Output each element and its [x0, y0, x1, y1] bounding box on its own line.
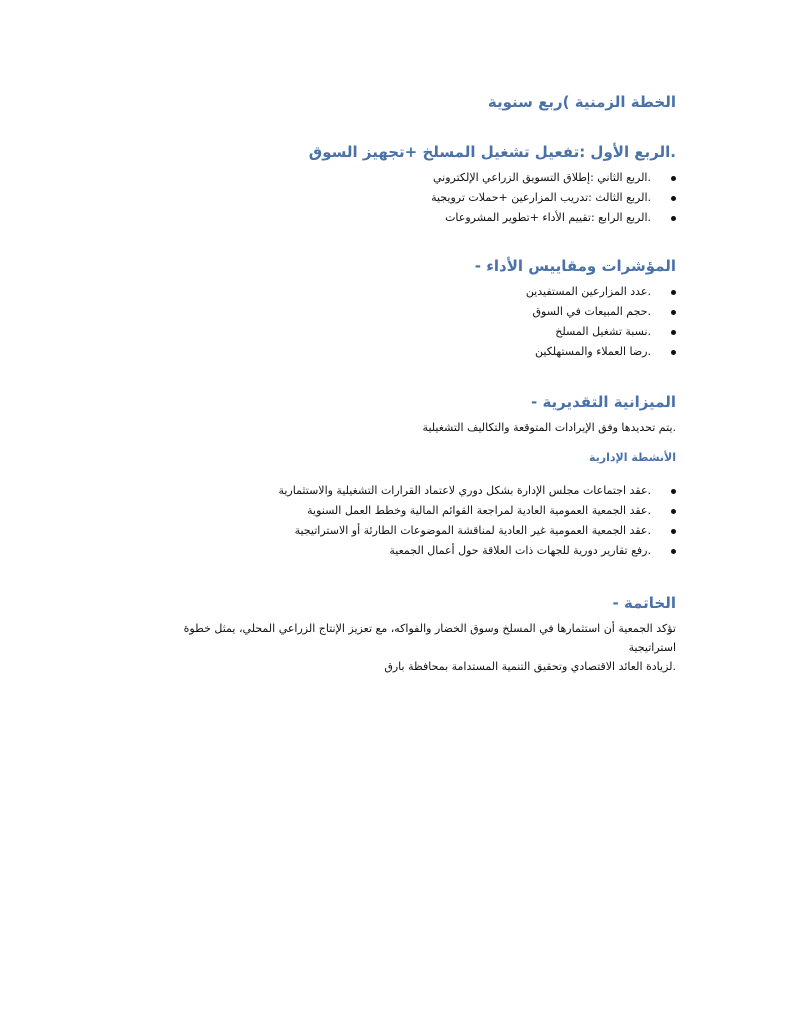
list-item: .الربع الثالث :تدريب المزارعين +حملات ترويجية — [140, 188, 651, 208]
list-item: .حجم المبيعات في السوق — [140, 302, 651, 322]
conclusion-section — [140, 593, 676, 676]
bullet-icon — [671, 529, 676, 534]
timeline-heading: .الربع الأول :تفعيل تشغيل المسلخ +تجهيز السوق — [308, 143, 676, 161]
list-item: .عقد اجتماعات مجلس الإدارة بشكل دوري لاعتماد القرارات التشغيلية والاستثمارية — [140, 481, 651, 501]
list-item: .عقد الجمعية العمومية غير العادية لمناقشة الموضوعات الطارئة أو الاستراتيجية — [140, 521, 651, 541]
budget-heading: الميزانية التقديرية - — [531, 393, 676, 411]
bullet-icon — [671, 310, 676, 315]
budget-section — [140, 392, 676, 561]
conclusion-heading: الخاتمة - — [612, 594, 676, 612]
list-item: .رفع تقارير دورية للجهات ذات العلاقة حول أعمال الجمعية — [140, 541, 651, 561]
bullet-icon — [671, 509, 676, 514]
bullet-icon — [671, 290, 676, 295]
admin-heading: الأنشطة الإدارية — [588, 451, 676, 464]
list-item: .الربع الرابع :تقييم الأداء +تطوير المشروعات — [140, 208, 651, 228]
page-title: الخطة الزمنية )ربع سنوية — [487, 93, 676, 111]
bullet-icon — [671, 330, 676, 335]
list-item: .رضا العملاء والمستهلكين — [140, 342, 651, 362]
timeline-section — [140, 142, 676, 228]
bullet-icon — [671, 350, 676, 355]
bullet-icon — [671, 549, 676, 554]
bullet-icon — [671, 489, 676, 494]
kpi-list — [140, 282, 676, 362]
bullet-icon — [671, 196, 676, 201]
admin-list — [140, 481, 676, 561]
list-item: .نسبة تشغيل المسلخ — [140, 322, 651, 342]
bullet-icon — [671, 176, 676, 181]
kpi-section — [140, 256, 676, 362]
conclusion-line-1: تؤكد الجمعية أن استثمارها في المسلخ وسوق الخضار والفواكه، مع تعزيز الإنتاج الزراعي المحلي، يمثل خطوة استراتيجية — [183, 622, 676, 654]
timeline-list — [140, 168, 676, 228]
list-item: .عقد الجمعية العمومية العادية لمراجعة القوائم المالية وخطط العمل السنوية — [140, 501, 651, 521]
budget-text: .يتم تحديدها وفق الإيرادات المتوقعة والتكاليف التشغيلية — [422, 421, 676, 434]
conclusion-line-2: .لزيادة العائد الاقتصادي وتحقيق التنمية المستدامة بمحافظة بارق — [384, 660, 676, 673]
list-item: .عدد المزارعين المستفيدين — [140, 282, 651, 302]
bullet-icon — [671, 216, 676, 221]
kpi-heading: المؤشرات ومقاييس الأداء - — [474, 257, 676, 275]
list-item: .الربع الثاني :إطلاق التسويق الزراعي الإلكتروني — [140, 168, 651, 188]
